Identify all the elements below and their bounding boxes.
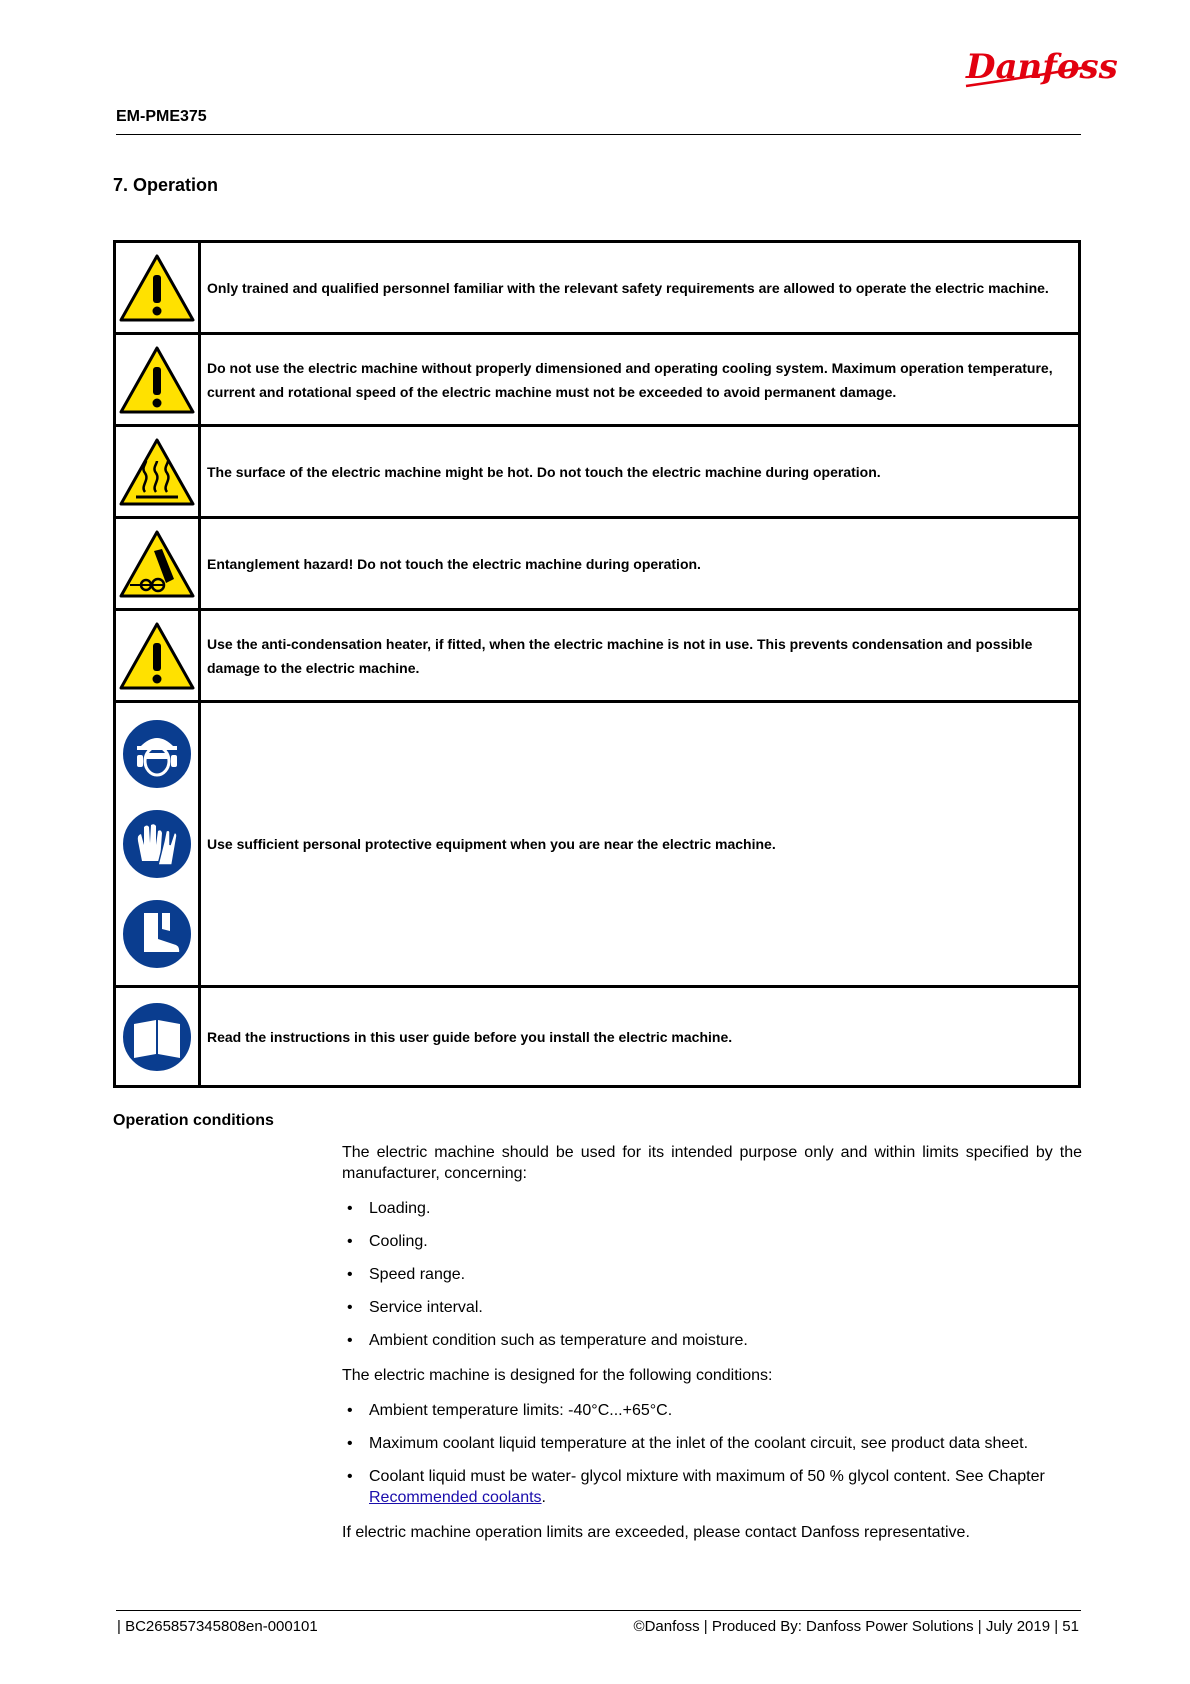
table-row: [115, 426, 1080, 518]
list-item: • Ambient temperature limits: -40°C...+65°C.: [342, 1400, 1082, 1421]
list-item: • Cooling.: [342, 1231, 1082, 1252]
entanglement-warning-icon: [118, 529, 196, 599]
safety-text: Use sufficient personal protective equipment when you are near the electric machine.: [200, 702, 1080, 987]
head-protection-icon: [120, 717, 194, 791]
general-warning-icon: [118, 253, 196, 323]
list-item: • Ambient condition such as temperature and moisture.: [342, 1330, 1082, 1351]
table-row: [115, 242, 1080, 334]
footer-copyright: ©Danfoss | Produced By: Danfoss Power Solutions | July 2019 | 51: [633, 1618, 1079, 1635]
list-item: • Speed range.: [342, 1264, 1082, 1285]
recommended-coolants-link[interactable]: Recommended coolants: [369, 1489, 542, 1506]
limits-list: [342, 1198, 1082, 1351]
section-title: 7. Operation: [113, 175, 219, 195]
list-item: [342, 1466, 1082, 1508]
safety-notice-table: [113, 240, 1081, 1088]
table-row: [115, 610, 1080, 702]
closing-paragraph: If electric machine operation limits are exceeded, please contact Danfoss representative.: [342, 1524, 970, 1541]
footer-document-id: | BC265857345808en-000101: [117, 1618, 318, 1635]
general-warning-icon: [118, 621, 196, 691]
designed-for-paragraph: The electric machine is designed for the following conditions:: [342, 1367, 773, 1384]
table-row: [115, 987, 1080, 1087]
safety-text: The surface of the electric machine might be hot. Do not touch the electric machine during operation.: [200, 426, 1080, 518]
general-warning-icon: [118, 345, 196, 415]
safety-text: Use the anti-condensation heater, if fitted, when the electric machine is not in use. This prevents condensation and possible damage to the electric machine.: [200, 610, 1080, 702]
design-conditions-list: [342, 1400, 1082, 1508]
gloves-icon: [120, 807, 194, 881]
coolant-item-end: .: [541, 1489, 546, 1506]
operation-conditions-heading: Operation conditions: [113, 1112, 274, 1129]
footer-divider: [116, 1610, 1081, 1611]
table-row: [115, 702, 1080, 987]
hot-surface-warning-icon: [118, 437, 196, 507]
danfoss-logo: [962, 42, 1118, 98]
list-item: • Loading.: [342, 1198, 1082, 1219]
table-row: [115, 334, 1080, 426]
safety-text: Read the instructions in this user guide before you install the electric machine.: [200, 987, 1080, 1087]
ppe-icon-stack: [116, 703, 198, 985]
safety-text: Do not use the electric machine without properly dimensioned and operating cooling system. Maximum operation temperature, current and rotational speed of the electric machine must not be exceeded to avoid permanent damage.: [200, 334, 1080, 426]
svg-text:Danfoss: Danfoss: [966, 47, 1118, 87]
safety-text: Only trained and qualified personnel familiar with the relevant safety requirements are allowed to operate the electric machine.: [200, 242, 1080, 334]
read-manual-icon: [120, 1000, 194, 1074]
safety-boots-icon: [120, 897, 194, 971]
safety-text: Entanglement hazard! Do not touch the electric machine during operation.: [200, 518, 1080, 610]
document-code: EM-PME375: [116, 108, 207, 125]
operation-conditions-body: [342, 1142, 1082, 1543]
intro-paragraph: The electric machine should be used for its intended purpose only and within limits specified by the manufacturer, concerning:: [342, 1144, 1082, 1182]
list-item: • Service interval.: [342, 1297, 1082, 1318]
header-divider: [116, 134, 1081, 135]
list-item: • Maximum coolant liquid temperature at the inlet of the coolant circuit, see product data sheet.: [342, 1433, 1082, 1454]
table-row: [115, 518, 1080, 610]
coolant-item-text: Coolant liquid must be water- glycol mixture with maximum of 50 % glycol content. See Chapter: [369, 1468, 1045, 1485]
